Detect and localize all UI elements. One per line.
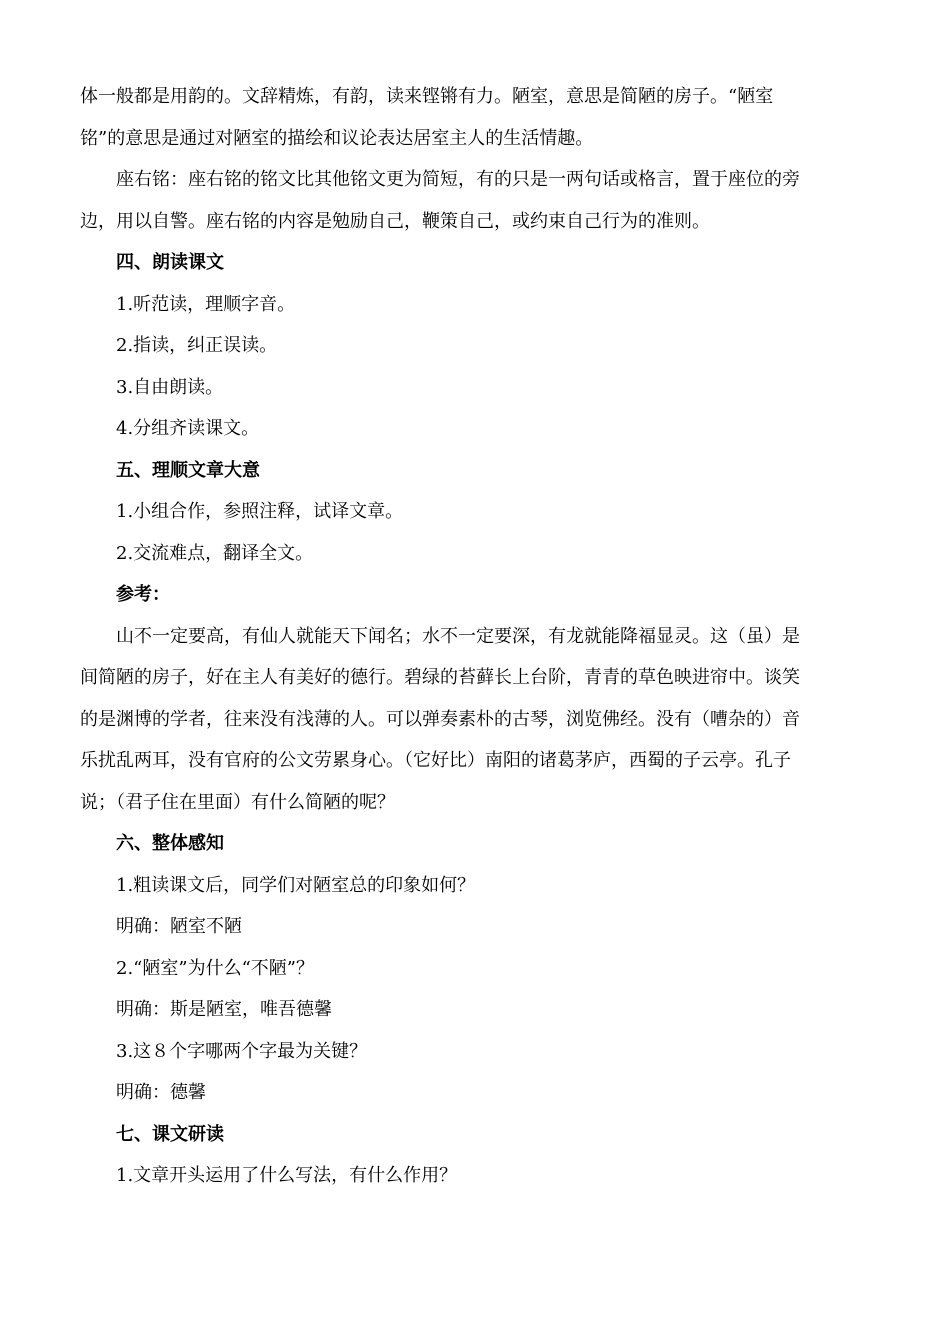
text-line: 间简陋的房子，好在主人有美好的德行。碧绿的苔藓长上台阶，青青的草色映进帘中。谈笑 (80, 667, 800, 688)
list-item: 2.“陋室”为什么“不陋”？ (116, 957, 314, 979)
text-line: 座右铭：座右铭的铭文比其他铭文更为简短，有的只是一两句话或格言，置于座位的旁 (116, 169, 800, 190)
section-heading-6: 六、整体感知 (116, 833, 224, 854)
section-heading-5: 五、理顺文章大意 (116, 459, 260, 481)
list-item: 4.分组齐读课文。 (116, 418, 260, 439)
list-item: 1.文章开头运用了什么写法，有什么作用？ (116, 1165, 458, 1186)
list-item: 1.听范读，理顺字音。 (116, 293, 296, 315)
section-heading-4: 四、朗读课文 (116, 252, 224, 273)
text-line: 边，用以自警。座右铭的内容是勉励自己，鞭策自己，或约束自己行为的准则。 (80, 210, 710, 232)
text-line: 山不一定要高，有仙人就能天下闻名；水不一定要深，有龙就能降福显灵。这（虽）是 (116, 625, 800, 647)
list-item: 2.交流难点，翻译全文。 (116, 542, 314, 564)
answer-line: 明确：德馨 (116, 1082, 206, 1103)
reference-label: 参考： (116, 584, 170, 605)
list-item: 1.小组合作，参照注释，试译文章。 (116, 501, 404, 522)
zuoyouming-paragraph (80, 159, 870, 242)
list-item: 1.粗读课文后，同学们对陋室总的印象如何？ (116, 874, 476, 896)
list-item: 2.指读，纠正误读。 (116, 335, 278, 356)
reference-paragraph (80, 616, 870, 824)
answer-line: 明确：斯是陋室，唯吾德馨 (116, 999, 332, 1020)
answer-line: 明确：陋室不陋 (116, 916, 242, 937)
document-page (80, 76, 870, 1197)
list-item: 3.自由朗读。 (116, 376, 224, 398)
text-line: 乐扰乱两耳，没有官府的公文劳累身心。（它好比）南阳的诸葛茅庐，西蜀的子云亭。孔子 (80, 750, 791, 771)
list-item: 3.这８个字哪两个字最为关键？ (116, 1040, 368, 1062)
section-heading-7: 七、课文研读 (116, 1123, 224, 1145)
text-line: 铭”的意思是通过对陋室的描绘和议论表达居室主人的生活情趣。 (80, 127, 594, 149)
text-line: 说；（君子住在里面）有什么简陋的呢？ (80, 791, 395, 813)
intro-paragraph (80, 76, 870, 159)
text-line: 体一般都是用韵的。文辞精炼，有韵，读来铿锵有力。陋室，意思是简陋的房子。“陋室 (80, 86, 774, 107)
text-line: 的是渊博的学者，往来没有浅薄的人。可以弹奏素朴的古琴，浏览佛经。没有（嘈杂的）音 (80, 708, 800, 730)
